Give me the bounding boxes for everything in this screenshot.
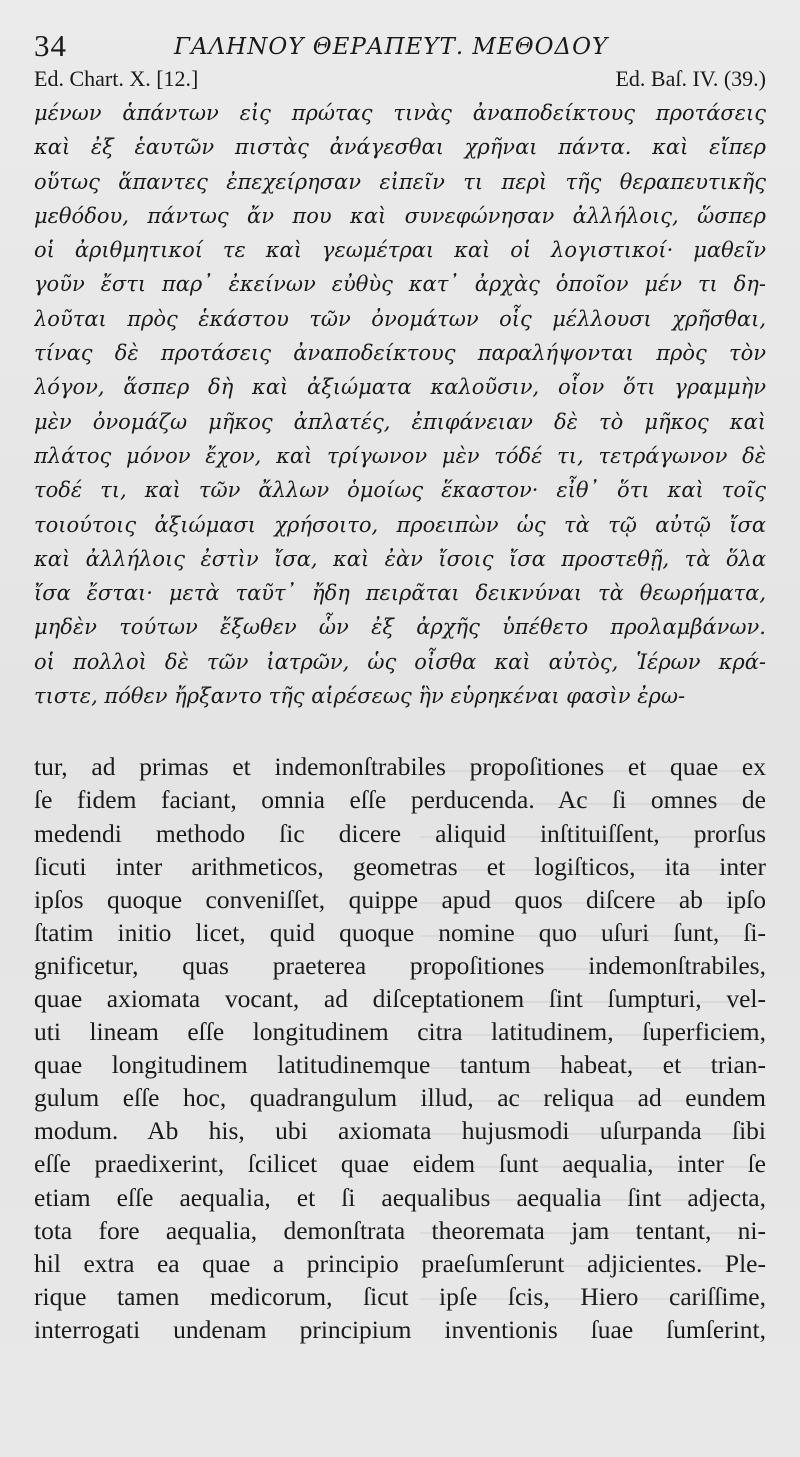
latin-text-line: ipſos quoque conveniſſet, quippe apud quos diſcere ab ipſo [34,884,766,914]
latin-text-line: gnificetur, quas praeterea propoſitiones indemonſtrabiles, [34,950,766,980]
greek-text-line: τοιούτοις ἀξιώμασι χρήσοιτο, προειπὼν ὡς τὰ τῷ αὐτῷ ἴσα [34,512,766,537]
greek-text-line: οἱ ἀριθμητικοί τε καὶ γεωμέτραι καὶ οἱ λογιστικοί· μαθεῖν [34,238,766,263]
greek-text-line: μὲν ὀνομάζω μῆκος ἀπλατές, ἐπιφάνειαν δὲ τὸ μῆκος καὶ [34,409,766,434]
greek-text-line: μεθόδου, πάντως ἄν που καὶ συνεφώνησαν ἀλλήλοις, ὥσπερ [34,203,766,228]
greek-text-line: μένων ἁπάντων εἰς πρώτας τινὰς ἀναποδείκτους προτάσεις [34,101,766,125]
latin-text-line: etiam eſſe aequalia, et ſi aequalibus aequalia ſint adjecta, [34,1182,766,1212]
greek-text-line: ἴσα ἔσται· μετὰ ταῦτ᾽ ἤδη πειρᾶται δεικνύναι τὰ θεωρήματα, [34,581,766,606]
edition-basel-ref: Ed. Baſ. IV. (39.) [615,66,766,91]
running-head [34,22,766,66]
greek-text-line: καὶ ἀλλήλοις ἐστὶν ἴσα, καὶ ἐὰν ἴσοις ἴσα προστεθῇ, τὰ ὅλα [34,546,766,571]
greek-text-line: μηδὲν τούτων ἔξωθεν ὧν ἐξ ἀρχῆς ὑπέθετο προλαμβάνων. [34,615,766,640]
running-title: ΓΑΛΗΝΟΥ ΘΕΡΑΠΕΥΤ. ΜΕΘΟΔΟΥ [174,34,609,60]
latin-text-line: ſe fidem faciant, omnia eſſe perducenda. Ac ſi omnes de [34,785,766,815]
greek-text-line: καὶ ἐξ ἑαυτῶν πιστὰς ἀνάγεσθαι χρῆναι πάντα. καὶ εἴπερ [34,135,766,160]
latin-text-line: rique tamen medicorum, ſicut ipſe ſcis, Hiero cariſſime, [34,1281,766,1311]
latin-text-line: tota fore aequalia, demonſtrata theoremata jam tentant, ni- [34,1215,766,1245]
latin-text-line: quae longitudinem latitudinemque tantum habeat, et trian- [34,1050,766,1080]
latin-text-line: quae axiomata vocant, ad diſceptationem ſint ſumpturi, vel- [34,984,766,1013]
edition-chartier-ref: Ed. Chart. X. [12.] [34,66,199,91]
page-number: 34 [34,28,67,63]
greek-text-line: τοδέ τι, καὶ τῶν ἄλλων ὁμοίως ἕκαστον· εἶθ᾽ ὅτι καὶ τοῖς [34,478,766,503]
edition-reference-line [34,66,766,94]
latin-text-line: modum. Ab his, ubi axiomata hujusmodi uſurpanda ſibi [34,1116,766,1146]
latin-text-line: ſicuti inter arithmeticos, geometras et logiſticos, ita inter [34,851,766,881]
greek-text-block [34,96,766,713]
greek-text-line: λόγον, ἅσπερ δὴ καὶ ἀξιώματα καλοῦσιν, οἷον ὅτι γραμμὴν [34,375,766,400]
latin-text-line: tur, ad primas et indemonſtrabiles propoſitiones et quae ex [34,752,766,782]
latin-text-line: eſſe praedixerint, ſcilicet quae eidem ſunt aequalia, inter ſe [34,1149,766,1179]
greek-text-line: οὕτως ἅπαντες ἐπεχείρησαν εἰπεῖν τι περὶ τῆς θεραπευτικῆς [34,169,766,194]
latin-text-block [34,750,766,1346]
greek-text-line: πλάτος μόνον ἔχον, καὶ τρίγωνον μὲν τόδέ τι, τετράγωνον δὲ [34,443,766,468]
greek-text-line: τίνας δὲ προτάσεις ἀναποδείκτους παραλήψονται πρὸς τὸν [34,341,766,366]
latin-text-line: uti lineam eſſe longitudinem citra latitudinem, ſuperficiem, [34,1017,766,1047]
latin-text-line: interrogati undenam principium inventionis ſuae ſumſerint, [34,1314,766,1344]
greek-text-line: οἱ πολλοὶ δὲ τῶν ἰατρῶν, ὡς οἶσθα καὶ αὐτὸς, Ἱέρων κρά- [34,649,766,674]
greek-text-line: τιστε, πόθεν ἤρξαντο τῆς αἱρέσεως ἣν εὑρηκέναι φασὶν ἐρω- [34,684,686,709]
latin-text-line: gulum eſſe hoc, quadrangulum illud, ac reliqua ad eundem [34,1083,766,1113]
greek-text-line: λοῦται πρὸς ἑκάστου τῶν ὀνομάτων οἷς μέλλουσι χρῆσθαι, [34,306,766,331]
latin-text-line: ſtatim initio licet, quid quoque nomine quo uſuri ſunt, ſi- [34,917,766,947]
latin-text-line: medendi methodo ſic dicere aliquid inſtituiſſent, prorſus [34,818,766,848]
latin-text-line: hil extra ea quae a principio praeſumſerunt adjicientes. Ple- [34,1248,766,1278]
greek-text-line: γοῦν ἔστι παρ᾽ ἐκείνων εὐθὺς κατ᾽ ἀρχὰς ὁποῖον μέν τι δη- [34,272,766,297]
